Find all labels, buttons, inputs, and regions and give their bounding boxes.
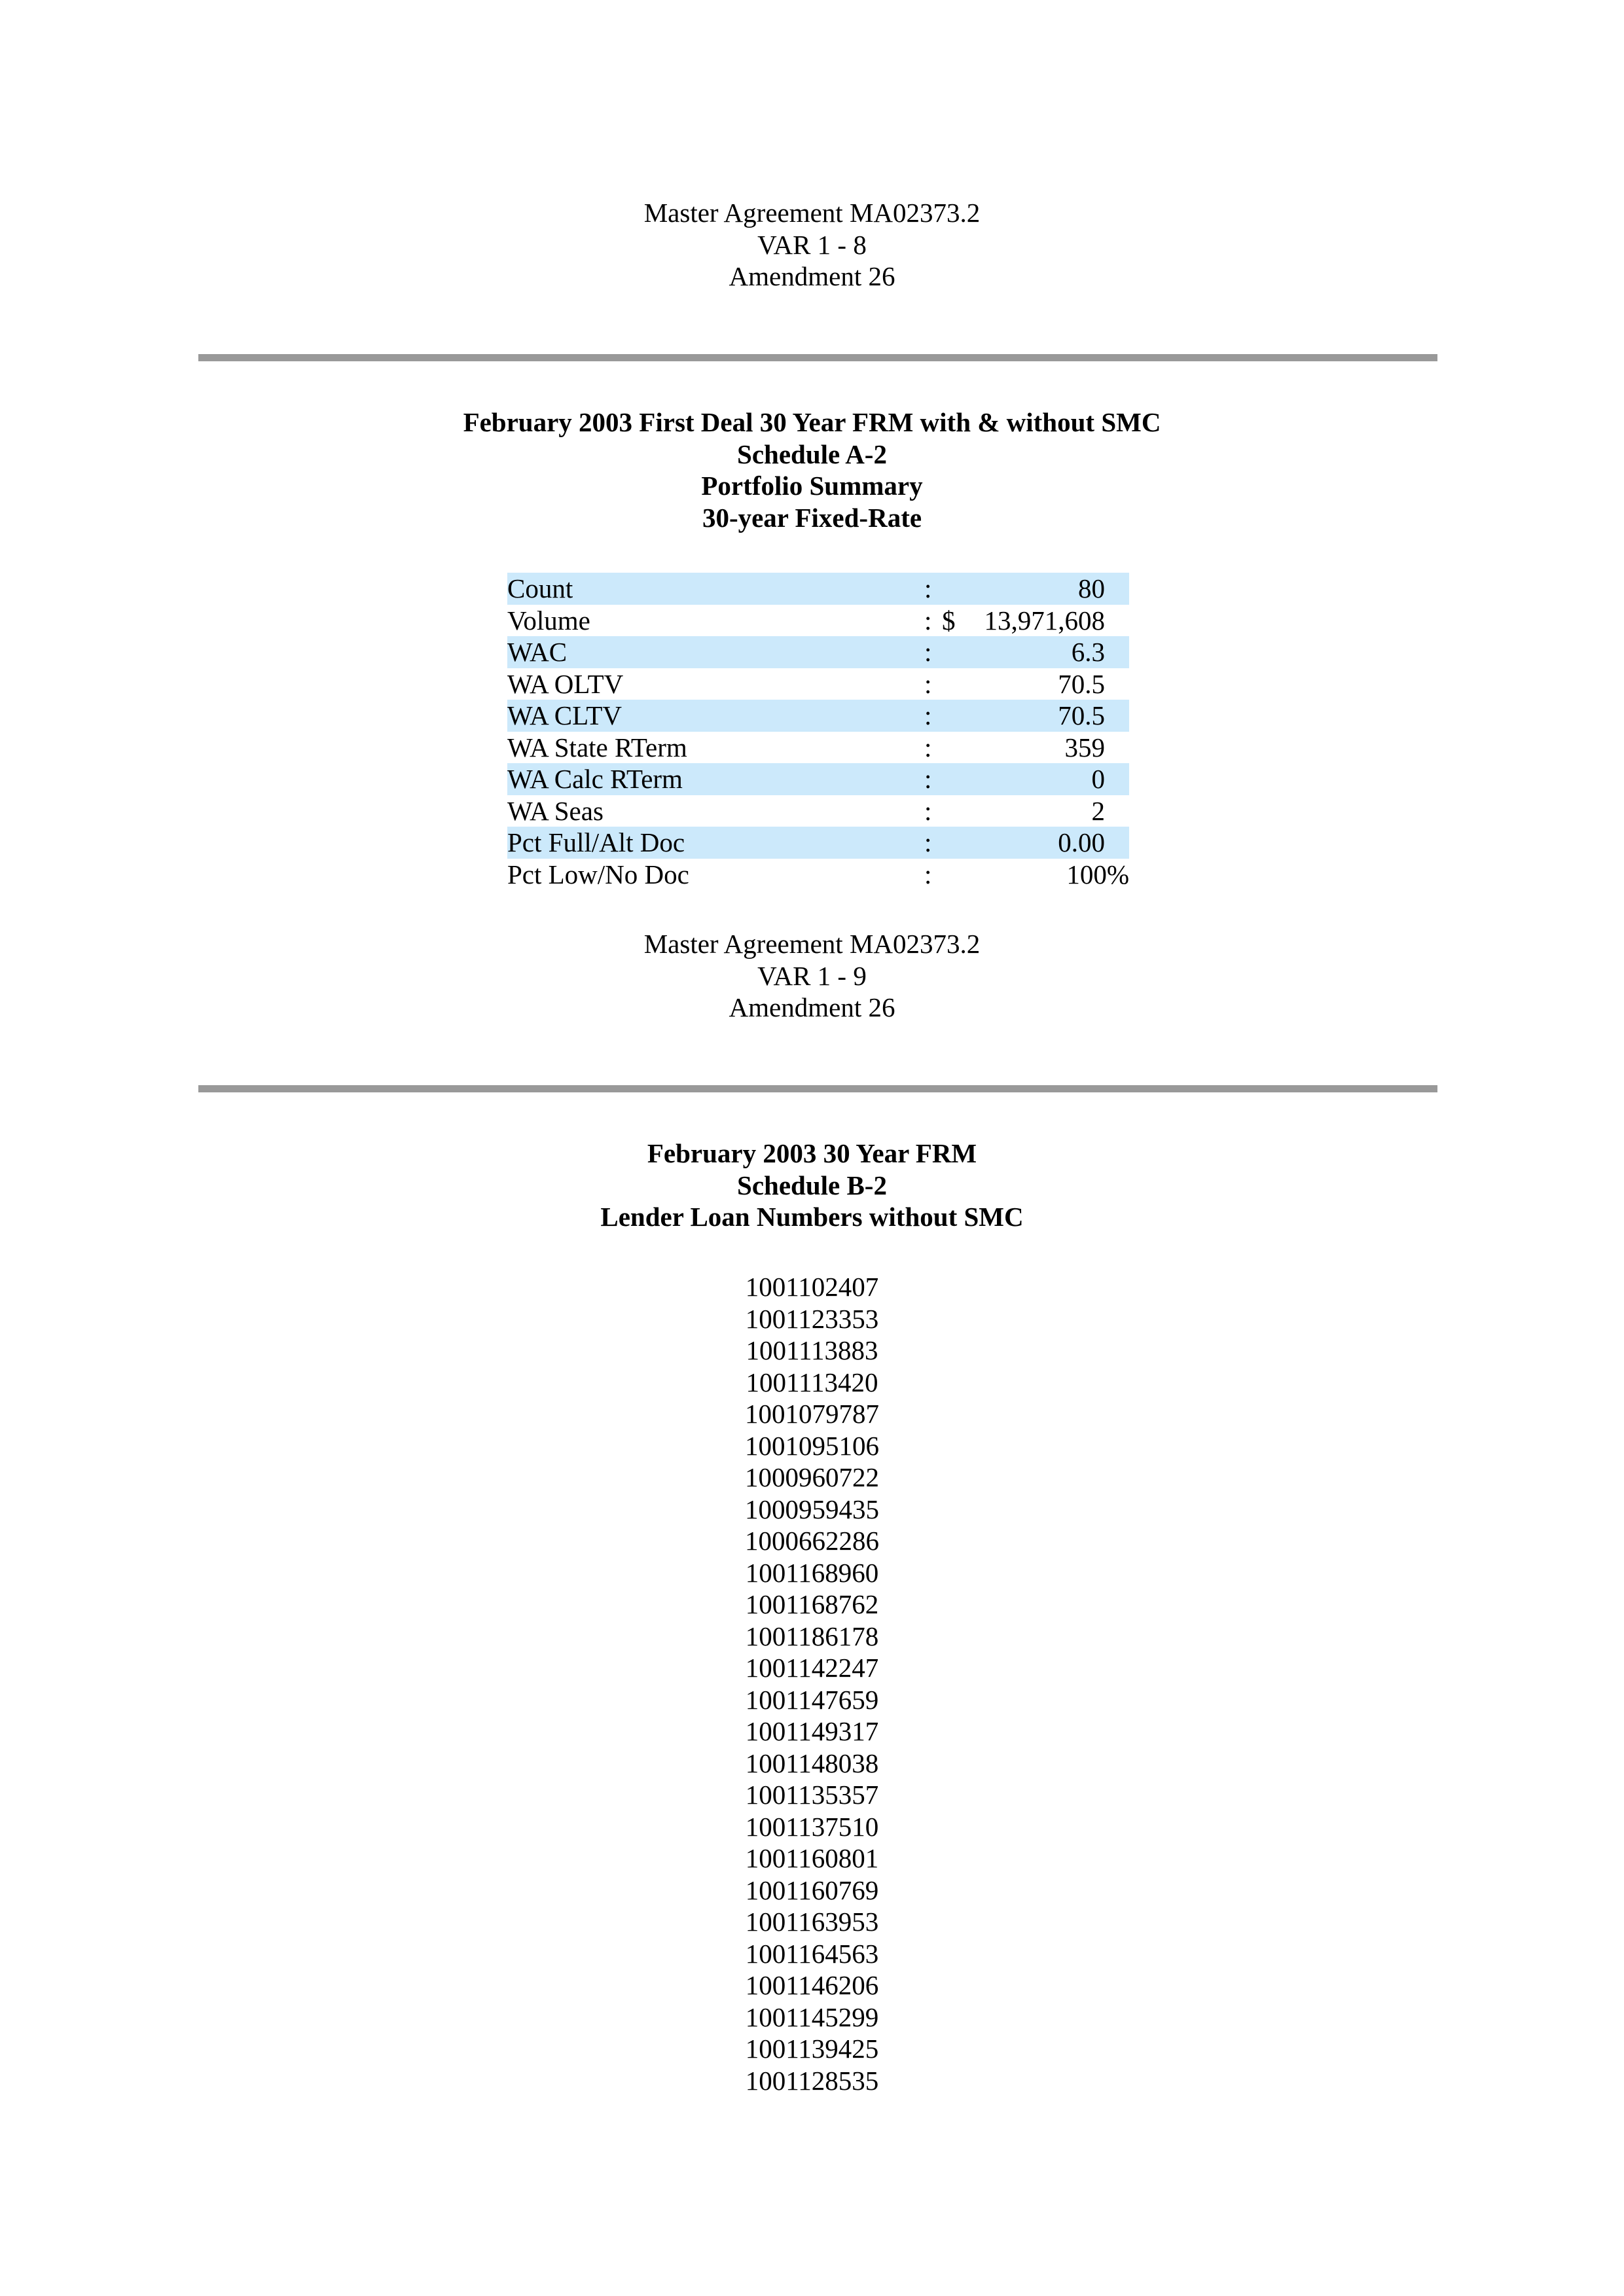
summary-colon: : [924, 859, 932, 889]
loan-number: 1001148038 [745, 1748, 879, 1778]
summary-colon: : [924, 732, 932, 762]
summary-value: 80 [1078, 573, 1105, 603]
schedule-b2-title [0, 1138, 1624, 1233]
loan-number: 1001147659 [745, 1684, 879, 1715]
summary-colon: : [924, 764, 932, 794]
summary-row [507, 605, 1129, 637]
summary-label: WA CLTV [507, 700, 623, 730]
summary-label: Count [507, 573, 573, 603]
loan-number: 1001146206 [745, 1970, 879, 2000]
summary-colon: : [924, 827, 932, 857]
summary-value: 13,971,608 [984, 605, 1105, 636]
summary-label: WAC [507, 637, 568, 667]
agreement-header-1 [0, 197, 1624, 293]
loan-number: 1001163953 [745, 1907, 879, 1937]
deal-title: February 2003 First Deal 30 Year FRM with & without SMC [463, 407, 1161, 437]
var-range: VAR 1 - 8 [757, 229, 867, 260]
loan-number: 1001164563 [745, 1938, 879, 1969]
loan-number: 1001113420 [746, 1367, 878, 1397]
loan-number: 1001079787 [745, 1399, 879, 1429]
loan-number: 1001168762 [745, 1589, 879, 1619]
product-type: 30-year Fixed-Rate [702, 502, 922, 533]
loan-number: 1001123353 [745, 1303, 879, 1334]
summary-row [507, 763, 1129, 795]
loan-number: 1001113883 [746, 1335, 878, 1365]
loan-number: 1001160801 [745, 1843, 879, 1873]
loan-number: 1001128535 [745, 2065, 879, 2096]
summary-row [507, 732, 1129, 764]
summary-row [507, 573, 1129, 605]
amendment-label: Amendment 26 [729, 261, 895, 291]
amendment-label: Amendment 26 [729, 992, 895, 1022]
loan-number: 1001168960 [745, 1557, 879, 1588]
loan-number: 1001145299 [745, 2001, 879, 2032]
agreement-name: Master Agreement MA02373.2 [643, 198, 981, 228]
summary-value: 100% [1066, 859, 1129, 889]
loan-number: 1000960722 [745, 1462, 879, 1492]
var-range: VAR 1 - 9 [757, 960, 867, 991]
agreement-name: Master Agreement MA02373.2 [643, 929, 981, 959]
loan-number: 1001095106 [745, 1430, 879, 1461]
summary-colon: : [924, 700, 932, 730]
summary-value: 0 [1091, 764, 1105, 794]
summary-label: WA Seas [507, 795, 604, 826]
summary-label: WA Calc RTerm [507, 764, 683, 794]
schedule-a2-title [0, 406, 1624, 533]
loan-number: 1001137510 [745, 1811, 879, 1842]
schedule-label: Schedule A-2 [737, 439, 887, 469]
loan-number: 1001160769 [745, 1874, 879, 1905]
summary-colon: : [924, 637, 932, 667]
report-name: Lender Loan Numbers without SMC [600, 1202, 1024, 1232]
loan-number: 1001139425 [745, 2034, 879, 2064]
summary-label: Volume [507, 605, 590, 636]
summary-row [507, 795, 1129, 827]
loan-number: 1001135357 [745, 1780, 879, 1810]
summary-colon: : [924, 795, 932, 826]
portfolio-summary-table [507, 573, 1129, 890]
loan-number: 1001149317 [745, 1716, 879, 1746]
loan-number: 1001186178 [745, 1621, 879, 1651]
summary-value: 359 [1064, 732, 1105, 762]
report-name: Portfolio Summary [701, 471, 923, 501]
summary-value: 6.3 [1071, 637, 1105, 667]
loan-number: 1001102407 [745, 1272, 879, 1302]
agreement-header-2 [0, 928, 1624, 1024]
section-divider-2 [198, 1085, 1437, 1092]
summary-row [507, 859, 1129, 891]
summary-value: 70.5 [1058, 668, 1105, 699]
summary-row [507, 827, 1129, 859]
loan-number: 1000662286 [745, 1526, 879, 1556]
summary-row [507, 700, 1129, 732]
section-divider-1 [198, 354, 1437, 361]
schedule-label: Schedule B-2 [737, 1170, 887, 1200]
loan-number-list [0, 1271, 1624, 2096]
summary-label: Pct Full/Alt Doc [507, 827, 685, 857]
summary-label: Pct Low/No Doc [507, 859, 689, 889]
summary-row [507, 668, 1129, 700]
summary-colon: : [924, 605, 932, 636]
summary-row [507, 636, 1129, 668]
summary-value: 0.00 [1058, 827, 1105, 857]
summary-value: 2 [1091, 795, 1105, 826]
loan-number: 1001142247 [745, 1653, 879, 1683]
summary-colon: : [924, 573, 932, 603]
summary-colon: : [924, 668, 932, 699]
summary-label: WA OLTV [507, 668, 624, 699]
loan-number: 1000959435 [745, 1494, 879, 1524]
summary-value: 70.5 [1058, 700, 1105, 730]
summary-label: WA State RTerm [507, 732, 687, 762]
summary-currency: $ [942, 605, 956, 636]
deal-title: February 2003 30 Year FRM [647, 1138, 977, 1168]
